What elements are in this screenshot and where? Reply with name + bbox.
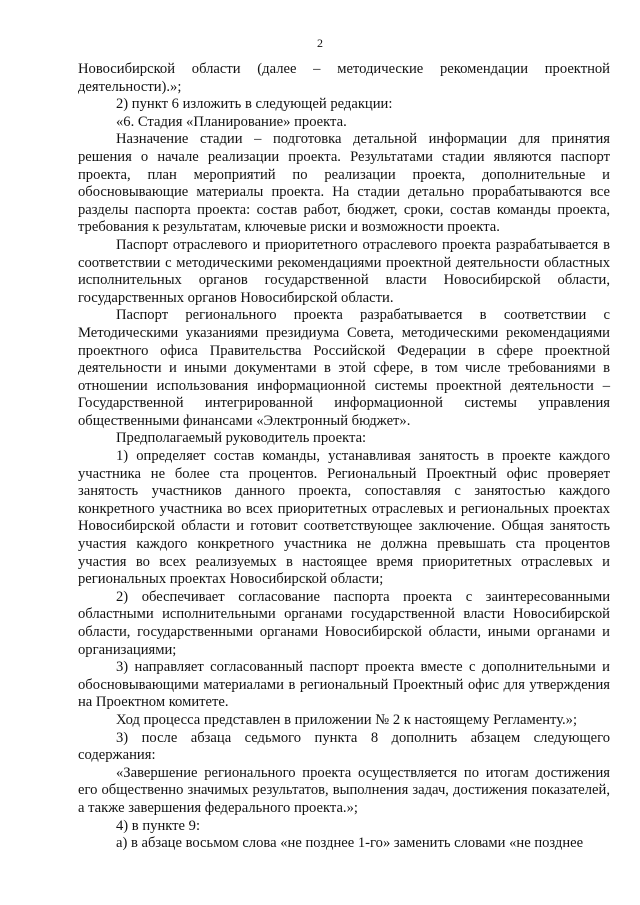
paragraph: 3) после абзаца седьмого пункта 8 дополнить абзацем следующего содержания: — [78, 729, 610, 764]
paragraph: Паспорт отраслевого и приоритетного отраслевого проекта разрабатывается в соответствии с методическими рекомендациями проектной деятельности областных исполнительных органов государственной власти Новосибирской области, государственных органов Новосибирской области. — [78, 236, 610, 306]
paragraph: 2) обеспечивает согласование паспорта проекта с заинтересованными областными исполнительными органами государственной власти Новосибирской области, государственными органами Новосибирской области, иными органами и организациями; — [78, 588, 610, 658]
document-body — [78, 61, 610, 853]
paragraph: Ход процесса представлен в приложении № 2 к настоящему Регламенту.»; — [116, 711, 578, 728]
page-number: 2 — [317, 36, 323, 50]
paragraph: Предполагаемый руководитель проекта: — [116, 430, 367, 447]
paragraph: «6. Стадия «Планирование» проекта. — [116, 113, 347, 130]
paragraph: Новосибирской области (далее – методические рекомендации проектной деятельности).»; — [78, 61, 610, 95]
paragraph: Назначение стадии – подготовка детальной информации для принятия решения о начале реализации проекта. Результатами стадии являются паспорт проекта, план мероприятий по реализации проекта, дополнительные и обосновывающие материалы проекта. На стадии детально прорабатываются все разделы паспорта проекта: состав работ, бюджет, сроки, состав команды проекта, требования к результатам, ключевые риски и возможности проекта. — [78, 131, 610, 236]
paragraph: Паспорт регионального проекта разрабатывается в соответствии с Методическими указаниями президиума Совета, методическими рекомендациями проектного офиса Правительства Российской Федерации в сфере проектной деятельности и иными документами в этой сфере, в том числе требованиями в отношении использования информационной системы проектной деятельности – Государственной интегрированной информационной системы управления общественными финансами «Электронный бюджет». — [78, 307, 610, 429]
paragraph: 2) пункт 6 изложить в следующей редакции: — [116, 96, 393, 113]
paragraph: 3) направляет согласованный паспорт проекта вместе с дополнительными и обосновывающими материалами в региональный Проектный офис для утверждения на Проектном комитете. — [78, 659, 610, 711]
paragraph: 4) в пункте 9: — [116, 817, 201, 834]
paragraph: 1) определяет состав команды, устанавливая занятость в проекте каждого участника не более ста процентов. Региональный Проектный офис проверяет занятость участников данного проекта, сопоставляя с занятостью каждого конкретного участника во всех приоритетных отраслевых и региональных проектах Новосибирской области и готовит соответствующее заключение. Общая занятость участия каждого конкретного участника не должна превышать ста процентов участия во всех реализуемых в настоящее время приоритетных отраслевых и региональных проектах Новосибирской области; — [78, 448, 610, 588]
paragraph: «Завершение регионального проекта осуществляется по итогам достижения его общественно значимых результатов, выполнения задач, достижения показателей, а также завершения федерального проекта.»; — [78, 764, 610, 816]
paragraph: а) в абзаце восьмом слова «не позднее 1-го» заменить словами «не позднее — [116, 835, 584, 852]
